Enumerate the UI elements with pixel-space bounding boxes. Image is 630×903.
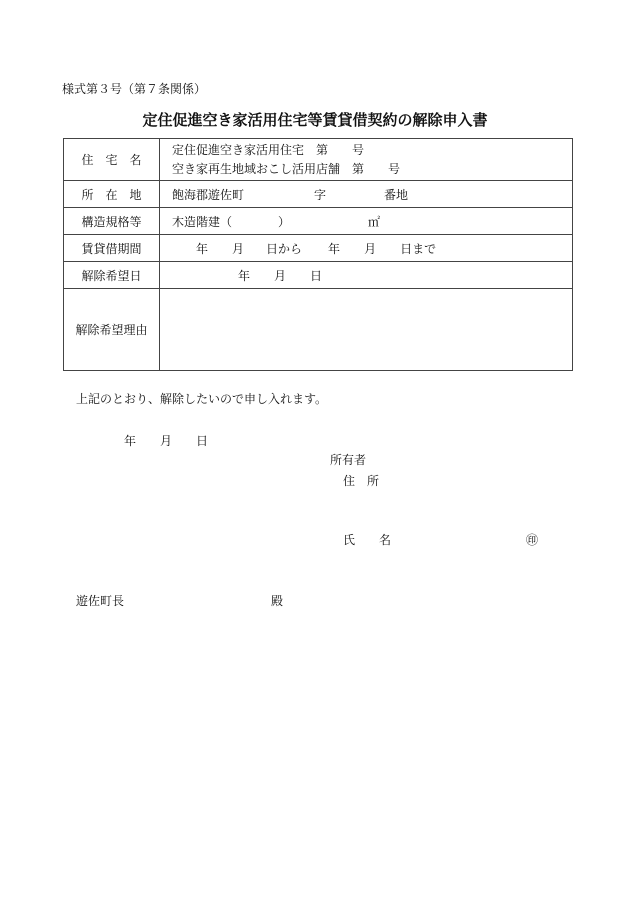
structure-close: ） — [278, 214, 291, 229]
form-number: 様式第３号（第７条関係） — [62, 82, 207, 96]
row-housing — [64, 139, 573, 181]
location-value — [160, 181, 573, 208]
housing-dai-1: 第 — [316, 142, 329, 157]
period-to-day: 日まで — [400, 241, 437, 256]
desired-date-value — [160, 262, 573, 289]
addressee: 遊佐町長 — [76, 594, 125, 608]
structure-value — [160, 208, 573, 235]
housing-line-1 — [172, 141, 572, 160]
statement-text: 上記のとおり、解除したいので申し入れます。 — [76, 392, 328, 406]
period-label: 賃貸借期間 — [64, 235, 160, 262]
row-period — [64, 235, 573, 262]
row-structure — [64, 208, 573, 235]
housing-type-2: 空き家再生地域おこし活用店舗 — [172, 161, 341, 176]
desired-year: 年 — [238, 268, 251, 283]
honorific: 殿 — [271, 594, 284, 608]
submission-year: 年 — [124, 434, 137, 448]
period-from-month: 月 — [232, 241, 245, 256]
desired-date-label: 解除希望日 — [64, 262, 160, 289]
structure-type: 木造階建（ — [172, 214, 233, 229]
location-aza: 字 — [314, 187, 327, 202]
row-location — [64, 181, 573, 208]
desired-day: 日 — [310, 268, 323, 283]
location-label: 所 在 地 — [64, 181, 160, 208]
address-label: 住 所 — [343, 474, 380, 488]
submission-month: 月 — [160, 434, 173, 448]
application-table — [63, 138, 573, 371]
submission-date[interactable] — [124, 432, 208, 449]
document-title: 定住促進空き家活用住宅等賃貸借契約の解除申入書 — [142, 111, 488, 129]
structure-unit: ㎡ — [368, 214, 381, 229]
housing-label: 住 宅 名 — [64, 139, 160, 181]
owner-label: 所有者 — [330, 453, 367, 467]
housing-value — [160, 139, 573, 181]
housing-type-1: 定住促進空き家活用住宅 — [172, 142, 305, 157]
reason-field[interactable] — [160, 289, 573, 371]
row-reason — [64, 289, 573, 371]
reason-label: 解除希望理由 — [64, 289, 160, 371]
row-desired-date — [64, 262, 573, 289]
period-from-year: 年 — [196, 241, 209, 256]
submission-day: 日 — [196, 434, 209, 448]
location-banchi: 番地 — [384, 187, 409, 202]
seal-mark: ㊞ — [526, 533, 539, 547]
structure-label: 構造規格等 — [64, 208, 160, 235]
period-to-year: 年 — [328, 241, 341, 256]
housing-go-2: 号 — [388, 161, 401, 176]
housing-dai-2: 第 — [352, 161, 365, 176]
name-label: 氏 名 — [343, 533, 392, 547]
housing-line-2 — [172, 160, 572, 179]
desired-month: 月 — [274, 268, 287, 283]
housing-go-1: 号 — [352, 142, 365, 157]
period-from-day: 日から — [266, 241, 303, 256]
location-town: 飽海郡遊佐町 — [172, 187, 245, 202]
period-to-month: 月 — [364, 241, 377, 256]
period-value — [160, 235, 573, 262]
